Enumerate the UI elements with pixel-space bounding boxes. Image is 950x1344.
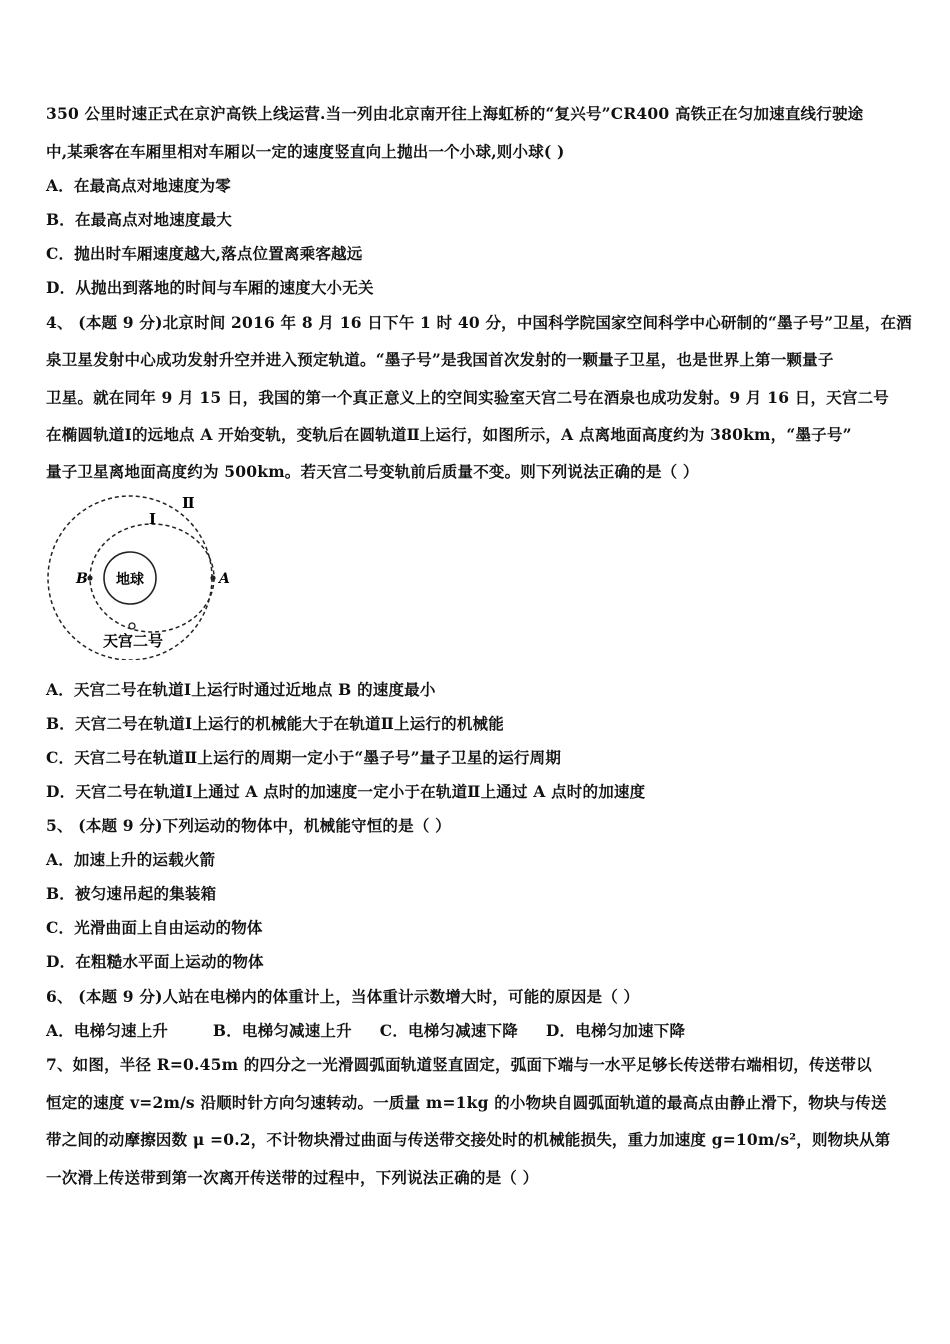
space-station-label: 天宫二号 <box>103 632 164 650</box>
point-b-label: B <box>76 571 88 587</box>
q5-option-a: A．加速上升的运载火箭 <box>46 850 216 869</box>
q3-option-c: C．抛出时车厢速度越大,落点位置离乘客越远 <box>46 244 363 263</box>
q6-options: A．电梯匀速上升 B．电梯匀减速上升 C．电梯匀减速下降 D．电梯匀加速下降 <box>46 1021 686 1040</box>
q6-stem: 6、 (本题 9 分)人站在电梯内的体重计上，当体重计示数增大时，可能的原因是（ ） <box>46 987 640 1006</box>
earth-label: 地球 <box>116 572 144 588</box>
orbit-2-label: Ⅱ <box>182 494 195 512</box>
orbit-1-label: Ⅰ <box>149 510 157 528</box>
orbit-diagram <box>44 492 234 660</box>
q5-option-d: D．在粗糙水平面上运动的物体 <box>46 952 264 971</box>
q4-stem-line-2: 泉卫星发射中心成功发射升空并进入预定轨道。“墨子号”是我国首次发射的一颗量子卫星，也是世界上第一颗量子 <box>46 350 834 369</box>
q4-option-c: C．天宫二号在轨道Ⅱ上运行的周期一定小于“墨子号”量子卫星的运行周期 <box>46 748 562 767</box>
q3-stem-line-2: 中,某乘客在车厢里相对车厢以一定的速度竖直向上抛出一个小球,则小球( ) <box>46 142 565 161</box>
q5-stem: 5、 (本题 9 分)下列运动的物体中，机械能守恒的是（ ） <box>46 816 451 835</box>
q3-option-d: D．从抛出到落地的时间与车厢的速度大小无关 <box>46 278 374 297</box>
point-b-dot <box>87 575 92 580</box>
q4-stem-line-1: 4、 (本题 9 分)北京时间 2016 年 8 月 16 日下午 1 时 40 分，中国科学院国家空间科学中心研制的“墨子号”卫星，在酒 <box>46 313 912 332</box>
q5-option-b: B．被匀速吊起的集装箱 <box>46 884 217 903</box>
q4-stem-line-5: 量子卫星离地面高度约为 500km。若天宫二号变轨前后质量不变。则下列说法正确的是（ ） <box>46 462 699 481</box>
q4-stem-line-3: 卫星。就在同年 9 月 15 日，我国的第一个真正意义上的空间实验室天宫二号在酒泉也成功发射。9 月 16 日，天宫二号 <box>46 388 889 407</box>
point-a-label: A <box>219 571 230 587</box>
q7-stem-line-4: 一次滑上传送带到第一次离开传送带的过程中，下列说法正确的是（ ） <box>46 1168 539 1187</box>
q7-stem-line-2: 恒定的速度 v=2m/s 沿顺时针方向匀速转动。一质量 m=1kg 的小物块自圆弧面轨道的最高点由静止滑下，物块与传送 <box>46 1093 887 1112</box>
q4-stem-line-4: 在椭圆轨道Ⅰ的远地点 A 开始变轨，变轨后在圆轨道Ⅱ上运行，如图所示，A 点离地面高度约为 380km，“墨子号” <box>46 425 852 444</box>
q4-option-b: B．天宫二号在轨道Ⅰ上运行的机械能大于在轨道Ⅱ上运行的机械能 <box>46 714 504 733</box>
q7-stem-line-3: 带之间的动摩擦因数 μ =0.2，不计物块滑过曲面与传送带交接处时的机械能损失，重力加速度 g=10m/s²，则物块从第 <box>46 1130 891 1149</box>
point-a-dot <box>210 575 215 580</box>
q7-stem-line-1: 7、如图，半径 R=0.45m 的四分之一光滑圆弧面轨道竖直固定，弧面下端与一水平足够长传送带右端相切，传送带以 <box>46 1055 872 1074</box>
orbit-diagram-svg <box>44 492 234 660</box>
q4-option-d: D．天宫二号在轨道Ⅰ上通过 A 点时的加速度一定小于在轨道Ⅱ上通过 A 点时的加速度 <box>46 782 646 801</box>
space-station-marker <box>129 623 135 629</box>
q3-stem-line-1: 350 公里时速正式在京沪高铁上线运营.当一列由北京南开往上海虹桥的“复兴号”CR400 高铁正在匀加速直线行驶途 <box>46 104 864 123</box>
q4-option-a: A．天宫二号在轨道Ⅰ上运行时通过近地点 B 的速度最小 <box>46 680 436 699</box>
q3-option-a: A．在最高点对地速度为零 <box>46 176 231 195</box>
q5-option-c: C．光滑曲面上自由运动的物体 <box>46 918 263 937</box>
q3-option-b: B．在最高点对地速度最大 <box>46 210 233 229</box>
